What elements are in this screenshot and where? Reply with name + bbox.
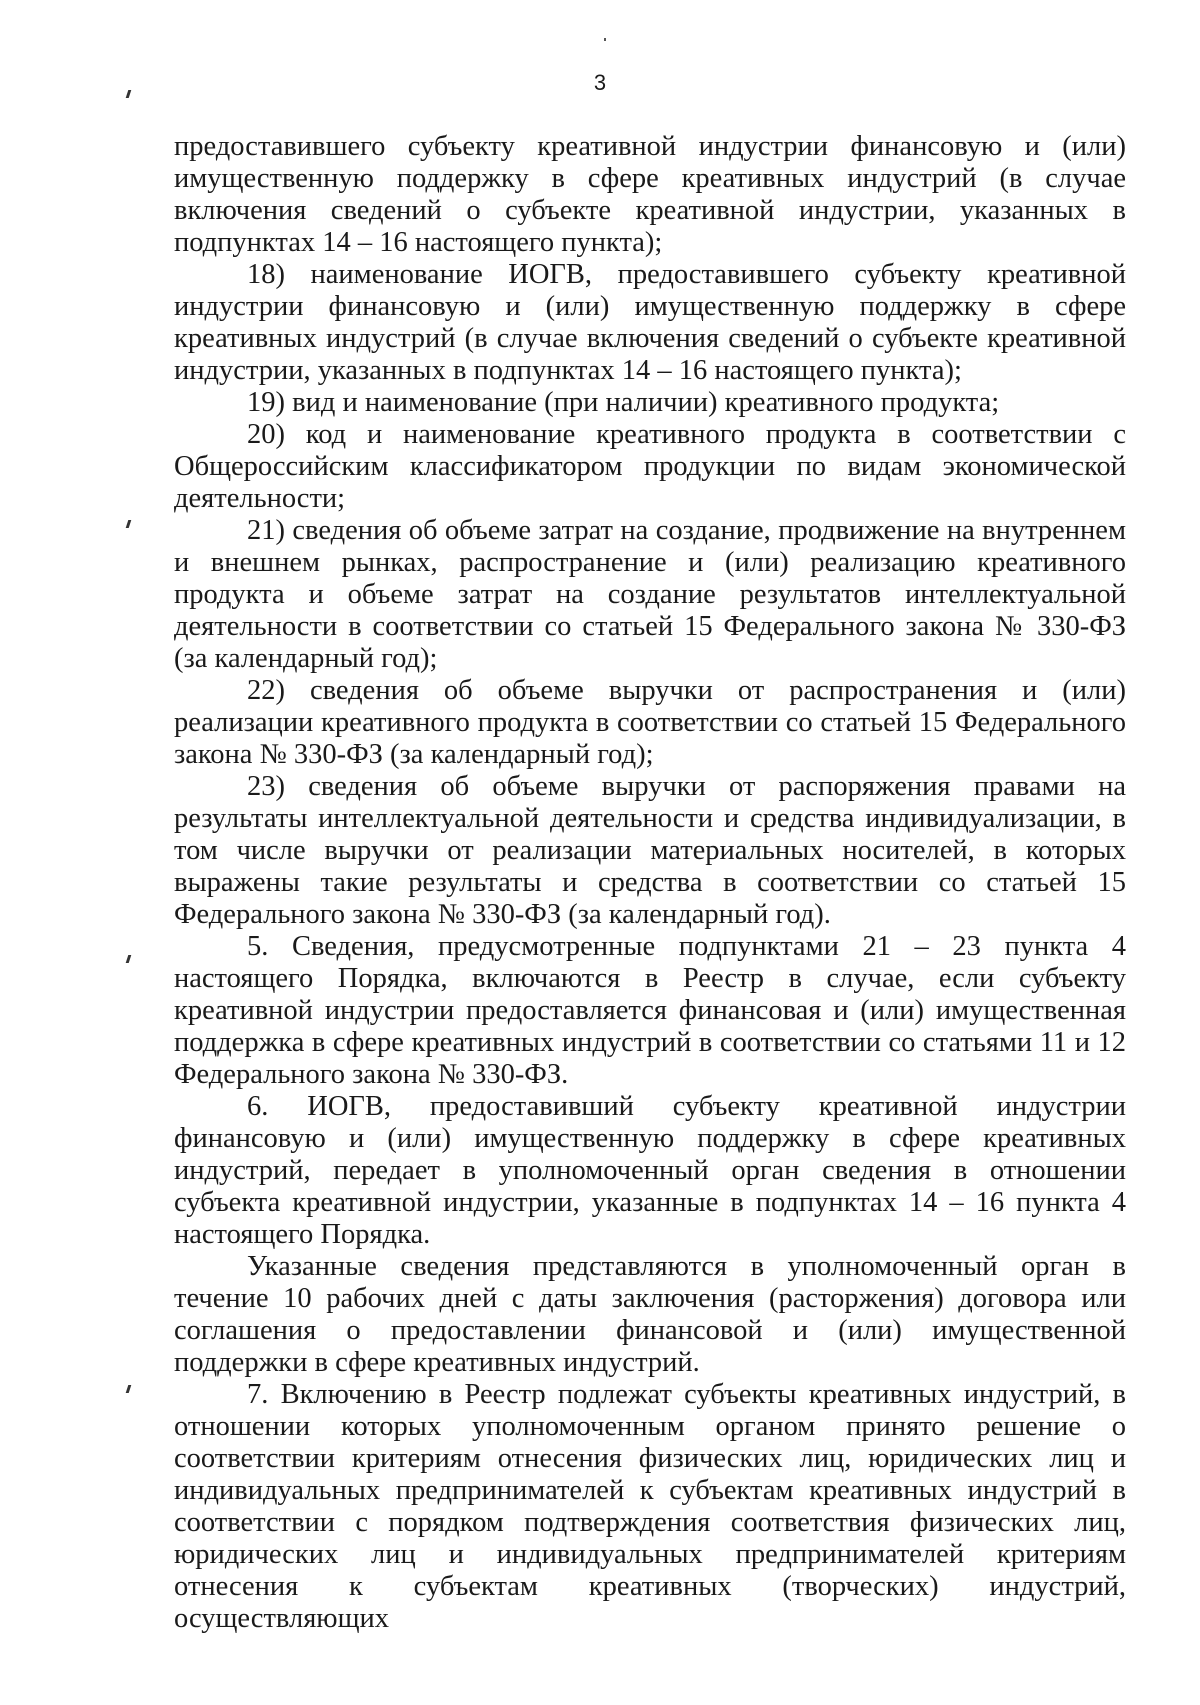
paragraph-item-18: 18) наименование ИОГВ, предоставившего субъекту креативной индустрии финансовую и (или) имущественную поддержку в сфере креативных индустрий (в случае включения сведений о субъекте креативной индустрии, указанных в подпунктах 14 – 16 настоящего пункта); (174, 259, 1126, 386)
page-number: 3 (593, 70, 607, 95)
paragraph-point-6-deadline: Указанные сведения представляются в уполномоченный орган в течение 10 рабочих дней с даты заключения (расторжения) договора или соглашения о предоставлении финансовой и (или) имущественной поддержки в сфере креативных индустрий. (174, 1251, 1126, 1378)
margin-mark (126, 955, 132, 963)
paragraph-item-20: 20) код и наименование креативного продукта в соответствии с Общероссийским классификатором продукции по видам экономической деятельности; (174, 419, 1126, 514)
paragraph-point-7: 7. Включению в Реестр подлежат субъекты креативных индустрий, в отношении которых уполномоченным органом принято решение о соответствии критериям отнесения физических лиц, юридических лиц и индивидуальных предпринимателей к субъектам креативных индустрий в соответствии с порядком подтверждения соответствия физических лиц, юридических лиц и индивидуальных предпринимателей критериям отнесения к субъектам креативных (творческих) индустрий, осуществляющих (174, 1379, 1126, 1634)
paragraph-item-22: 22) сведения об объеме выручки от распространения и (или) реализации креативного продукта в соответствии со статьей 15 Федерального закона № 330-ФЗ (за календарный год); (174, 675, 1126, 770)
margin-mark (126, 1385, 132, 1393)
paragraph-point-5: 5. Сведения, предусмотренные подпунктами 21 – 23 пункта 4 настоящего Порядка, включаются в Реестр в случае, если субъекту креативной индустрии предоставляется финансовая и (или) имущественная поддержка в сфере креативных индустрий в соответствии со статьями 11 и 12 Федерального закона № 330-ФЗ. (174, 931, 1126, 1090)
document-body (174, 131, 1126, 1635)
paragraph-point-6: 6. ИОГВ, предоставивший субъекту креативной индустрии финансовую и (или) имущественную поддержку в сфере креативных индустрий, передает в уполномоченный орган сведения в отношении субъекта креативной индустрии, указанные в подпунктах 14 – 16 пункта 4 настоящего Порядка. (174, 1091, 1126, 1250)
paragraph-item-21: 21) сведения об объеме затрат на создание, продвижение на внутреннем и внешнем рынках, распространение и (или) реализацию креативного продукта и объеме затрат на создание результатов интеллектуальной деятельности в соответствии со статьей 15 Федерального закона № 330-ФЗ (за календарный год); (174, 515, 1126, 674)
margin-mark (126, 520, 132, 528)
paragraph-item-23: 23) сведения об объеме выручки от распоряжения правами на результаты интеллектуальной деятельности и средства индивидуализации, в том числе выручки от реализации материальных носителей, в которых выражены такие результаты и средства в соответствии со статьей 15 Федерального закона № 330-ФЗ (за календарный год). (174, 771, 1126, 930)
scan-artifact-dot (604, 38, 606, 41)
paragraph-item-19: 19) вид и наименование (при наличии) креативного продукта; (247, 387, 1000, 418)
paragraph-continuation: предоставившего субъекту креативной индустрии финансовую и (или) имущественную поддержку в сфере креативных индустрий (в случае включения сведений о субъекте креативной индустрии, указанных в подпунктах 14 – 16 настоящего пункта); (174, 131, 1126, 258)
